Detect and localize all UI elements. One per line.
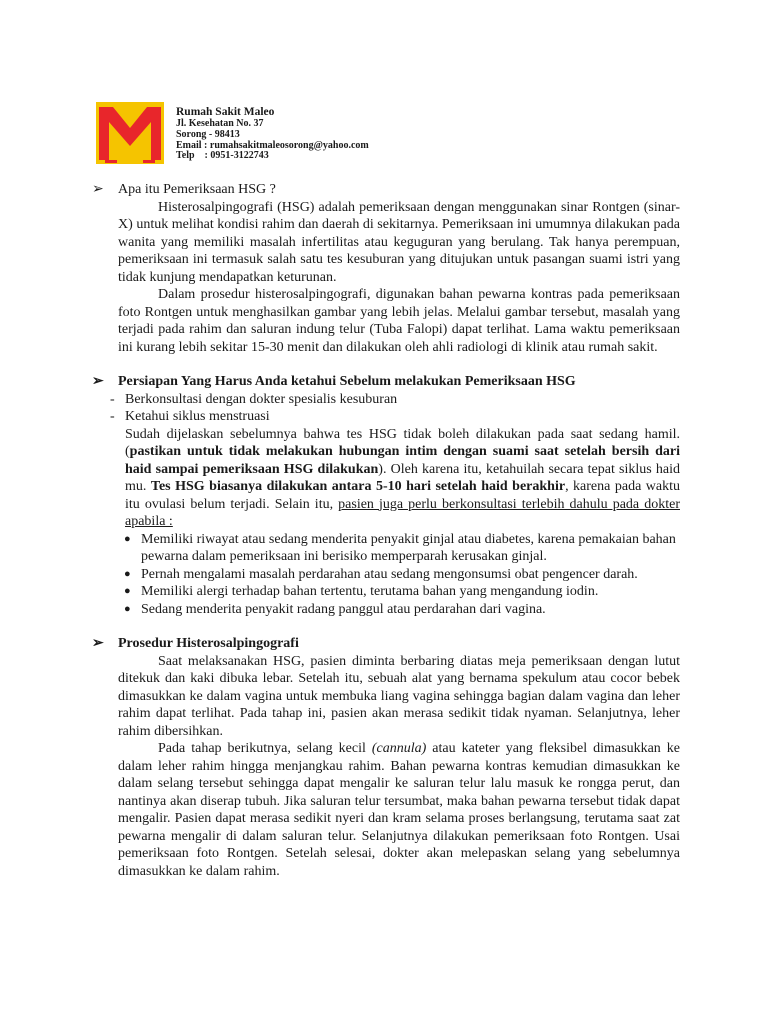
list-item: ● Pernah mengalami masalah perdarahan atau sedang mengonsumsi obat pengencer darah.	[124, 566, 680, 584]
paragraph: Pada tahap berikutnya, selang kecil (cannula) atau kateter yang fleksibel dimasukkan ke dalam leher rahim hingga menjangkau rahim. Bahan pewarna kontras kemudian dimasukkan ke dalam selang tersebut sehingga dapat mengalir ke saluran telur lalu masuk ke rongga perut, dan nantinya akan diserap tubuh. Jika saluran telur tersumbat, maka bahan pewarna tersebut tidak dapat mengalir. Pasien dapat merasa sedikit nyeri dan kram selama proses berlangsung, terutama saat zat pewarna mengalir di dalam saluran telur. Selanjutnya dilakukan pemeriksaan foto Rontgen. Usai pemeriksaan foto Rontgen. Setelah selesai, dokter akan melepaskan selang yang sebelumnya dimasukkan ke dalam rahim.	[118, 741, 680, 879]
hospital-city: Sorong - 98413	[176, 128, 240, 140]
hospital-address: Jl. Kesehatan No. 37	[176, 118, 264, 129]
list-item: ● Memiliki riwayat atau sedang menderita penyakit ginjal atau diabetes, karena pemakaian bahan pewarna dalam pemeriksaan ini berisiko memperparah kerusakan ginjal.	[124, 531, 680, 566]
bold-note: Tes HSG biasanya dilakukan antara 5-10 hari setelah haid berakhir	[150, 479, 566, 494]
section-title: Apa itu Pemeriksaan HSG ?	[118, 182, 276, 197]
document-body	[92, 181, 680, 880]
hospital-email: Email : rumahsakitmaleosorong@yahoo.com	[176, 139, 369, 151]
section-heading-procedure	[92, 635, 680, 653]
hospital-m-logo	[96, 102, 164, 164]
bold-note: pastikan untuk tidak melakukan hubungan intim dengan suami saat setelah bersih dari haid sampai pemeriksaan HSG dilakukan	[125, 444, 680, 477]
section-heading-hsg	[92, 181, 680, 199]
arrow-bullet-icon: ➢	[92, 374, 104, 389]
arrow-bullet-icon: ➢	[92, 182, 104, 197]
list-item: - Berkonsultasi dengan dokter spesialis kesuburan	[110, 391, 680, 409]
list-item: - Ketahui siklus menstruasi	[110, 408, 680, 426]
section-title: Persiapan Yang Harus Anda ketahui Sebelum melakukan Pemeriksaan HSG	[118, 374, 576, 389]
underlined-note: pasien juga perlu berkonsultasi terlebih dahulu pada dokter apabila :	[125, 496, 680, 529]
hospital-phone: Telp : 0951-3122743	[176, 150, 269, 162]
section-heading-preparation	[92, 373, 680, 391]
bullet-list	[92, 531, 680, 619]
letterhead	[96, 100, 426, 166]
list-item: ● Sedang menderita penyakit radang panggul atau perdarahan dari vagina.	[124, 601, 680, 619]
paragraph: Saat melaksanakan HSG, pasien diminta berbaring diatas meja pemeriksaan dengan lutut ditekuk dan kaki dibuka lebar. Setelah itu, sebuah alat yang bernama spekulum atau cocor bebek dimasukkan ke dalam vagina untuk membuka liang vagina sehingga bagian dalam vagina dan leher rahim dapat terlihat. Pada tahap ini, pasien akan merasa sedikit tidak nyaman. Selanjutnya, leher rahim dibersihkan.	[118, 653, 680, 739]
paragraph: Dalam prosedur histerosalpingografi, digunakan bahan pewarna kontras pada pemeriksaan foto Rontgen untuk menghasilkan gambar yang lebih jelas. Melalui gambar tersebut, masalah yang terjadi pada rahim dan saluran indung telur (Tuba Falopi) dapat terlihat. Lama waktu pemeriksaan ini kurang lebih sekitar 15-30 menit dan dilakukan oleh ahli radiologi di klinik atau rumah sakit.	[118, 287, 680, 355]
dash-list	[92, 391, 680, 426]
italic-term: (cannula)	[371, 741, 427, 756]
hospital-info	[176, 106, 369, 162]
paragraph: Sudah dijelaskan sebelumnya bahwa tes HSG tidak boleh dilakukan pada saat sedang hamil. (pastikan untuk tidak melakukan hubungan intim dengan suami saat setelah bersih dari haid sampai pemeriksaan HSG dilakukan). Oleh karena itu, ketahuilah secara tepat siklus haid mu. Tes HSG biasanya dilakukan antara 5-10 hari setelah haid berakhir, karena pada waktu itu ovulasi belum terjadi. Selain itu, pasien juga perlu berkonsultasi terlebih dahulu pada dokter apabila :	[125, 426, 681, 529]
list-item: ● Memiliki alergi terhadap bahan tertentu, terutama bahan yang mengandung iodin.	[124, 583, 680, 601]
arrow-bullet-icon: ➢	[92, 636, 104, 651]
hospital-name: Rumah Sakit Maleo	[176, 106, 275, 118]
paragraph: Histerosalpingografi (HSG) adalah pemeriksaan dengan menggunakan sinar Rontgen (sinar-X) untuk melihat kondisi rahim dan daerah di sekitarnya. Pemeriksaan ini umumnya dilakukan pada wanita yang memiliki masalah infertilitas atau keguguran yang berulang. Tak hanya perempuan, pemeriksaan ini termasuk salah satu tes kesuburan yang ditujukan untuk pasangan suami istri yang tidak kunjung mendapatkan keturunan.	[118, 199, 680, 285]
section-title: Prosedur Histerosalpingografi	[118, 636, 299, 651]
